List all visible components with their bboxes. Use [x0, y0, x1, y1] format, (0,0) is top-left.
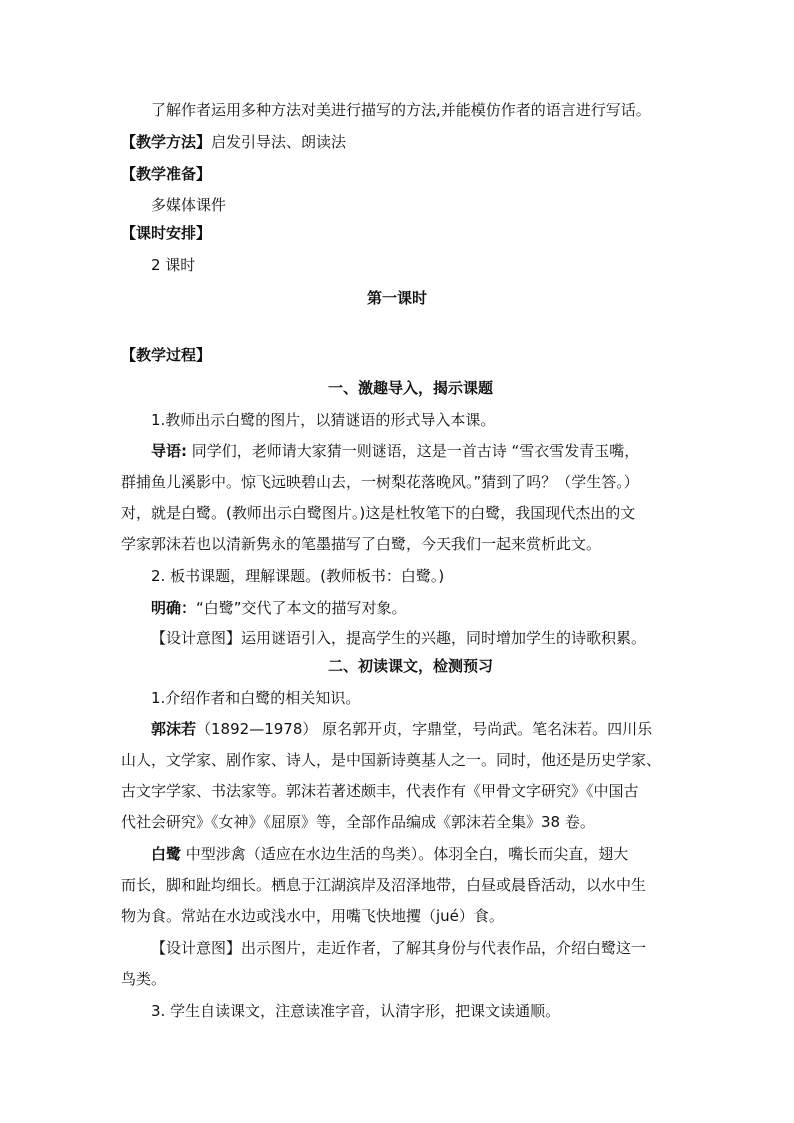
- section1-heading: 一、激趣导入，揭示课题: [328, 379, 494, 397]
- section1-intent: [151, 628, 646, 648]
- section2-heading: 二、初读课文，检测预习: [328, 657, 494, 675]
- egret-line1: [151, 844, 628, 864]
- guide-line1: [151, 441, 639, 461]
- teaching-prep-text: 多媒体课件: [151, 196, 227, 214]
- clarify-label: 明确：: [151, 599, 197, 617]
- author-line1-text: （1892—1978） 原名郭开贞，字鼎堂，号尚武。笔名沫若。四川乐: [196, 720, 653, 738]
- section1-intent-text: 运用谜语引入，提高学生的兴趣，同时增加学生的诗歌积累。: [241, 629, 647, 647]
- section2-intent-line2: 鸟类。: [121, 970, 167, 988]
- section2-intent-label: 【设计意图】: [151, 939, 242, 957]
- teaching-method-text: 启发引导法、朗读法: [211, 133, 347, 151]
- process-label: 【教学过程】: [121, 346, 212, 364]
- section2-step3: 3. 学生自读课文，注意读准字音，认清字形，把课文读通顺。: [151, 1002, 561, 1020]
- guide-label: 导语:: [151, 442, 187, 460]
- guide-line3: 对，就是白鹭。(教师出示白鹭图片。)这是杜牧笔下的白鹭，我国现代杰出的文: [121, 504, 636, 522]
- guide-line2: 群捕鱼儿溪影中。惊飞远映碧山去，一树梨花落晚风。”猜到了吗？（学生答。）: [121, 473, 639, 491]
- author-line2: 山人，文学家、剧作家、诗人，是中国新诗奠基人之一。同时，他还是历史学家、: [121, 751, 662, 769]
- teaching-prep-label: 【教学准备】: [121, 165, 212, 183]
- author-line4: 代社会研究》《女神》《屈原》等，全部作品编成《郭沫若全集》38 卷。: [121, 813, 595, 831]
- author-line3: 古文字学家、书法家等。郭沫若著述颇丰，代表作有《甲骨文字研究》《中国古: [121, 782, 639, 800]
- teaching-method: [121, 132, 346, 152]
- egret-line2: 而长，脚和趾均细长。栖息于江湖滨岸及沼泽地带，白昼或晨昏活动，以水中生: [121, 876, 647, 894]
- lesson-title: 第一课时: [366, 289, 427, 307]
- guide-line1-text: 同学们，老师请大家猜一则谜语，这是一首古诗 “雪衣雪发青玉嘴，: [187, 442, 640, 460]
- section1-step2: 2. 板书课题，理解课题。(教师板书：白鹭。): [151, 567, 445, 585]
- clarify-text: “白鹭”交代了本文的描写对象。: [196, 599, 407, 617]
- schedule-label: 【课时安排】: [121, 224, 212, 242]
- schedule-text: 2 课时: [151, 256, 196, 274]
- teaching-method-label: 【教学方法】: [121, 133, 212, 151]
- section1-intent-label: 【设计意图】: [151, 629, 242, 647]
- egret-line1-text: 中型涉禽（适应在水边生活的鸟类）。体羽全白，嘴长而尖直，翅大: [181, 845, 629, 863]
- objective-line: 了解作者运用多种方法对美进行描写的方法,并能模仿作者的语言进行写话。: [151, 101, 651, 119]
- egret-name: 白鹭: [151, 845, 182, 863]
- guide-line4: 学家郭沫若也以清新隽永的笔墨描写了白鹭，今天我们一起来赏析此文。: [121, 535, 602, 553]
- egret-line3: 物为食。常站在水边或浅水中，用嘴飞快地攫（jué）食。: [121, 907, 504, 925]
- section1-step1: 1.教师出示白鹭的图片，以猜谜语的形式导入本课。: [151, 411, 496, 429]
- author-name: 郭沫若: [151, 720, 197, 738]
- section2-intent-text: 出示图片，走近作者，了解其身份与代表作品，介绍白鹭这一: [241, 939, 647, 957]
- section2-step1: 1.介绍作者和白鹭的相关知识。: [151, 689, 361, 707]
- author-line1: [151, 719, 652, 739]
- clarify-line: [151, 598, 407, 618]
- section2-intent-line1: [151, 938, 646, 958]
